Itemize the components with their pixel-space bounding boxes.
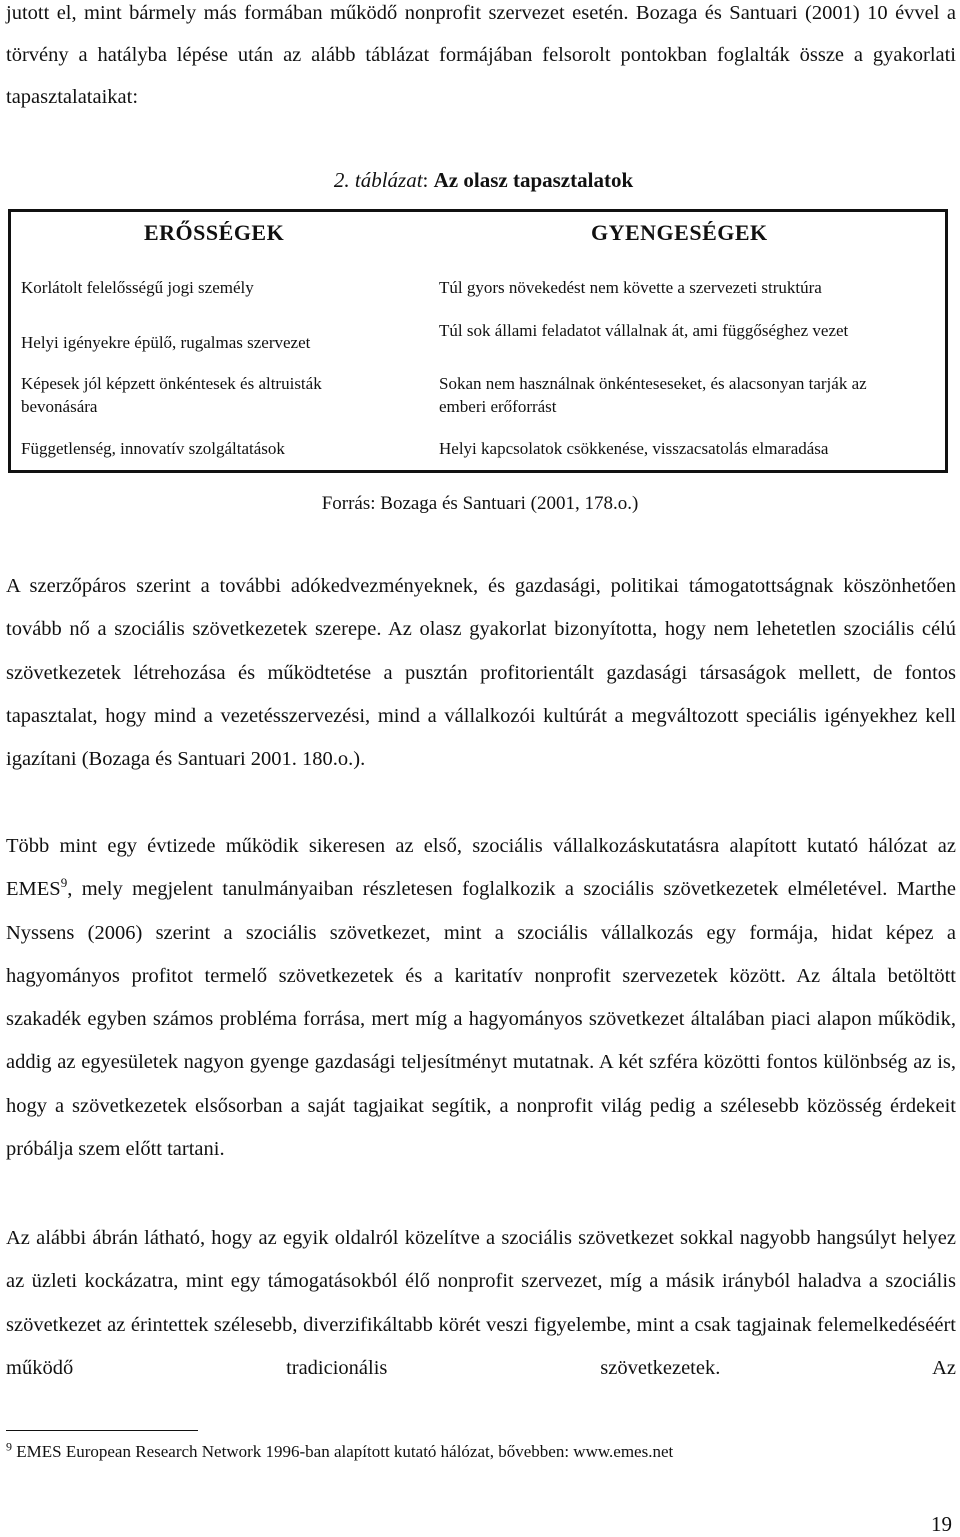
- strength-item: Képesek jól képzett önkéntesek és altruisták bevonására: [21, 374, 322, 416]
- footnote: [6, 1439, 946, 1462]
- table-caption-title: Az olasz tapasztalatok: [433, 168, 634, 192]
- footnote-text: EMES European Research Network 1996-ban alapított kutató hálózat, bővebben: www.emes.net: [12, 1442, 674, 1461]
- body-paragraph-3: Az alábbi ábrán látható, hogy az egyik oldalról közelítve a szociális szövetkezet sokkal nagyobb hangsúlyt helyez az üzleti kockázatra, mint egy támogatásokból élő nonprofit szervezet, míg a másik irányból haladva a szociális szövetkezet az érintettek szélesebb, diverzifikáltabb körét veszi figyelembe, mint a csak tagjainak felemelkedéséért működő tradicionális szövetkezetek. Az: [6, 1227, 956, 1379]
- weakness-item: Sokan nem használnak önkénteseseket, és alacsonyan tarják az emberi erőforrást: [439, 374, 867, 416]
- weakness-item: Túl sok állami feladatot vállalnak át, ami függőséghez vezet: [439, 321, 849, 340]
- footnote-marker: 9: [6, 1439, 12, 1454]
- table-caption-number: 2. táblázat: [333, 168, 423, 192]
- strength-item: Helyi igényekre épülő, rugalmas szervezet: [21, 333, 311, 352]
- weakness-item: Túl gyors növekedést nem követte a szervezeti struktúra: [439, 278, 822, 297]
- strengths-header: ERŐSSÉGEK: [144, 220, 285, 245]
- table-source: Forrás: Bozaga és Santuari (2001, 178.o.): [321, 493, 639, 514]
- weakness-item: Helyi kapcsolatok csökkenése, visszacsatolás elmaradása: [439, 439, 829, 458]
- paragraph-2-text-a: Több mint egy évtizede működik sikeresen az első, szociális vállalkozáskutatásra alapított kutató hálózat az EMES: [6, 835, 956, 901]
- intro-paragraph: jutott el, mint bármely más formában működő nonprofit szervezet esetén. Bozaga és Santuari (2001) 10 évvel a törvény a hatályba lépése után az alább táblázat formájában felsorolt pontokban foglalták össze a gyakorlati tapasztalataikat:: [6, 2, 956, 108]
- paragraph-2-text-b: , mely megjelent tanulmányaiban részletesen foglalkozik a szociális szövetkezetek elméletével. Marthe Nyssens (2006) szerint a szociális szövetkezet, mint a szociális vállalkozás egy formája, hidat képez a hagyományos profitot termelő szövetkezetek és a karitatív nonprofit szervezetek között. Az általa betöltött szakadék egyben számos probléma forrása, mert míg a hagyományos szövetkezet általában piaci alapon működik, addig az egyesületek nagyon gyenge gazdasági teljesítményt mutatnak. A két szféra közötti fontos különbség az is, hogy a szövetkezetek elsősorban a saját tagjaikat segítik, a nonprofit világ pedig a szélesebb közösség érdekeit próbálja szem előtt tartani.: [6, 878, 956, 1161]
- body-paragraph-1: A szerzőpáros szerint a további adókedvezményeknek, és gazdasági, politikai támogatottságnak köszönhetően tovább nő a szociális szövetkezetek szerepe. Az olasz gyakorlat bizonyította, hogy nem lehetetlen szociális célú szövetkezetek létrehozása és működtetése a pusztán profitorientált gazdasági társaságok mellett, de fontos tapasztalat, hogy mind a vezetésszervezési, mind a vállalkozói kultúrát a megváltozott speciális igényekhez kell igazítani (Bozaga és Santuari 2001. 180.o.).: [6, 575, 956, 771]
- page-number: 19: [931, 1512, 952, 1536]
- footnote-divider: [6, 1430, 198, 1431]
- table-caption: [0, 168, 960, 193]
- strength-item: Függetlenség, innovatív szolgáltatások: [21, 439, 285, 458]
- footnote-reference[interactable]: 9: [60, 875, 68, 891]
- body-paragraph-2: [6, 825, 956, 1171]
- strength-item: Korlátolt felelősségű jogi személy: [21, 278, 254, 297]
- table-caption-separator: :: [422, 168, 434, 192]
- swot-table: [8, 209, 948, 473]
- weaknesses-header: GYENGESÉGEK: [591, 220, 768, 245]
